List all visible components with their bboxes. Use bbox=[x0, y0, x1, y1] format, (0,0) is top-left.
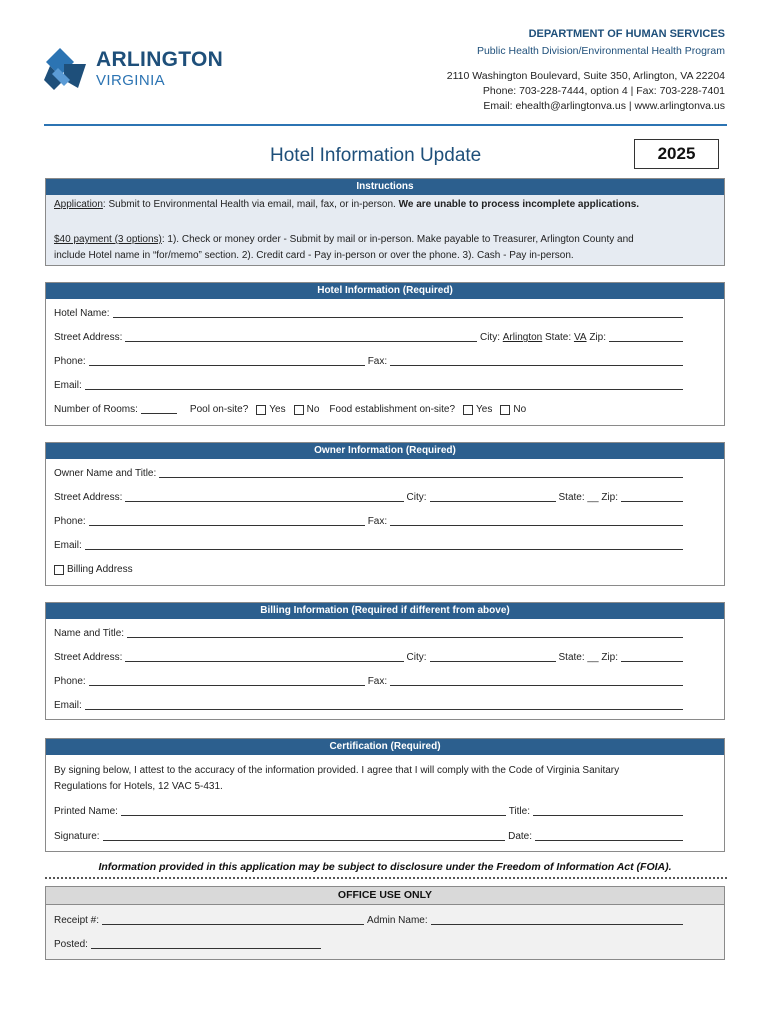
logo-text-arlington: ARLINGTON bbox=[96, 48, 224, 71]
instructions-section bbox=[45, 178, 725, 266]
billing-address-checkbox[interactable] bbox=[54, 565, 64, 575]
arlington-diamond-icon bbox=[44, 46, 94, 96]
billing-state-label: State: __ bbox=[558, 652, 599, 663]
billing-street-label: Street Address: bbox=[54, 652, 123, 663]
pool-yes-checkbox[interactable] bbox=[256, 405, 266, 415]
posted-label: Posted: bbox=[54, 939, 88, 950]
hotel-street-label: Street Address: bbox=[54, 332, 123, 343]
date-field[interactable] bbox=[535, 830, 683, 841]
posted-field[interactable] bbox=[91, 938, 321, 949]
owner-zip-field[interactable] bbox=[621, 491, 683, 502]
signature-label: Signature: bbox=[54, 831, 100, 842]
billing-fax-field[interactable] bbox=[390, 675, 683, 686]
hotel-phone-field[interactable] bbox=[89, 355, 365, 366]
rooms-label: Number of Rooms: bbox=[54, 404, 138, 415]
payment-text-2: include Hotel name in “for/memo” section. 2). Credit card - Pay in-person or over the phone. 3). Cash - Pay in-person. bbox=[54, 250, 574, 261]
hotel-phone-label: Phone: bbox=[54, 356, 86, 367]
billing-city-label: City: bbox=[406, 652, 427, 663]
pool-yes-label: Yes bbox=[269, 404, 286, 415]
billing-name-label: Name and Title: bbox=[54, 628, 125, 639]
office-address: 2110 Washington Boulevard, Suite 350, Arlington, VA 22204 bbox=[446, 70, 725, 82]
signature-field[interactable] bbox=[103, 830, 506, 841]
food-yes-checkbox[interactable] bbox=[463, 405, 473, 415]
owner-email-field[interactable] bbox=[85, 539, 683, 550]
receipt-field[interactable] bbox=[102, 914, 364, 925]
food-no-label: No bbox=[513, 404, 527, 415]
hotel-fax-label: Fax: bbox=[367, 356, 388, 367]
form-title: Hotel Information Update bbox=[270, 145, 482, 166]
billing-email-label: Email: bbox=[54, 700, 82, 711]
cert-title-label: Title: bbox=[508, 806, 530, 817]
certification-section bbox=[45, 738, 725, 852]
owner-city-field[interactable] bbox=[430, 491, 556, 502]
pool-no-label: No bbox=[306, 404, 320, 415]
payment-text-1: : 1). Check or money order - Submit by mail or in-person. Make payable to Treasurer, Arlington County and bbox=[161, 234, 634, 245]
date-label: Date: bbox=[508, 831, 532, 842]
hotel-name-field[interactable] bbox=[113, 307, 683, 318]
billing-fax-label: Fax: bbox=[367, 676, 388, 687]
billing-zip-field[interactable] bbox=[621, 651, 683, 662]
billing-phone-field[interactable] bbox=[89, 675, 365, 686]
food-label: Food establishment on-site? bbox=[329, 404, 456, 415]
certification-text-1: By signing below, I attest to the accuracy of the information provided. I agree that I will comply with the Code of Virginia Sanitary bbox=[54, 765, 620, 776]
printed-name-field[interactable] bbox=[121, 805, 506, 816]
owner-zip-label: Zip: bbox=[601, 492, 618, 503]
hotel-state-value: VA bbox=[573, 332, 587, 343]
owner-name-field[interactable] bbox=[159, 467, 683, 478]
form-year: 2025 bbox=[634, 139, 719, 169]
billing-phone-label: Phone: bbox=[54, 676, 86, 687]
hotel-zip-field[interactable] bbox=[609, 331, 683, 342]
owner-street-label: Street Address: bbox=[54, 492, 123, 503]
hotel-city-value: Arlington bbox=[502, 332, 543, 343]
billing-information-section bbox=[45, 602, 725, 720]
billing-information-heading: Billing Information (Required if different from above) bbox=[46, 603, 724, 619]
hotel-city-label: City: bbox=[479, 332, 500, 343]
dotted-separator bbox=[45, 877, 727, 879]
hotel-zip-label: Zip: bbox=[589, 332, 606, 343]
billing-address-label: Billing Address bbox=[67, 564, 133, 575]
foia-notice: Information provided in this application may be subject to disclosure under the Freedom of Information Act (FOIA). bbox=[98, 861, 672, 873]
owner-city-label: City: bbox=[406, 492, 427, 503]
admin-name-label: Admin Name: bbox=[367, 915, 428, 926]
office-phone: Phone: 703-228-7444, option 4 | Fax: 703-228-7401 bbox=[482, 85, 725, 97]
application-text: : Submit to Environmental Health via email, mail, fax, or in-person. bbox=[102, 199, 399, 210]
application-instructions bbox=[54, 197, 704, 213]
office-email: Email: ehealth@arlingtonva.us | www.arlingtonva.us bbox=[483, 100, 725, 112]
hotel-information-heading: Hotel Information (Required) bbox=[46, 283, 724, 299]
rooms-field[interactable] bbox=[141, 403, 177, 414]
cert-title-field[interactable] bbox=[533, 805, 683, 816]
hotel-fax-field[interactable] bbox=[390, 355, 683, 366]
department-name: DEPARTMENT OF HUMAN SERVICES bbox=[528, 28, 725, 40]
pool-no-checkbox[interactable] bbox=[294, 405, 304, 415]
hotel-information-section bbox=[45, 282, 725, 426]
hotel-email-label: Email: bbox=[54, 380, 82, 391]
application-label: Application bbox=[54, 199, 103, 210]
owner-state-label: State: __ bbox=[558, 492, 599, 503]
division-name: Public Health Division/Environmental Health Program bbox=[476, 45, 725, 57]
header-divider bbox=[44, 124, 727, 126]
certification-heading: Certification (Required) bbox=[46, 739, 724, 755]
billing-email-field[interactable] bbox=[85, 699, 683, 710]
food-yes-label: Yes bbox=[476, 404, 493, 415]
hotel-name-label: Hotel Name: bbox=[54, 308, 110, 319]
incomplete-warning: We are unable to process incomplete applications. bbox=[398, 199, 640, 210]
owner-phone-field[interactable] bbox=[89, 515, 365, 526]
logo-text-virginia: VIRGINIA bbox=[96, 72, 166, 89]
printed-name-label: Printed Name: bbox=[54, 806, 118, 817]
owner-information-heading: Owner Information (Required) bbox=[46, 443, 724, 459]
billing-name-field[interactable] bbox=[127, 627, 683, 638]
owner-email-label: Email: bbox=[54, 540, 82, 551]
office-use-heading: OFFICE USE ONLY bbox=[46, 887, 724, 905]
certification-statement bbox=[54, 763, 704, 795]
payment-label: $40 payment (3 options) bbox=[54, 234, 162, 245]
payment-instructions bbox=[54, 232, 704, 264]
instructions-heading: Instructions bbox=[46, 179, 724, 195]
billing-city-field[interactable] bbox=[430, 651, 556, 662]
food-no-checkbox[interactable] bbox=[500, 405, 510, 415]
hotel-street-field[interactable] bbox=[125, 331, 477, 342]
owner-name-label: Owner Name and Title: bbox=[54, 468, 157, 479]
receipt-label: Receipt #: bbox=[54, 915, 100, 926]
hotel-email-field[interactable] bbox=[85, 379, 683, 390]
owner-phone-label: Phone: bbox=[54, 516, 86, 527]
certification-text-2: Regulations for Hotels, 12 VAC 5-431. bbox=[54, 781, 223, 792]
owner-information-section bbox=[45, 442, 725, 586]
owner-fax-label: Fax: bbox=[367, 516, 388, 527]
office-use-section bbox=[45, 886, 725, 960]
billing-zip-label: Zip: bbox=[601, 652, 618, 663]
billing-street-field[interactable] bbox=[125, 651, 403, 662]
admin-name-field[interactable] bbox=[431, 914, 683, 925]
owner-fax-field[interactable] bbox=[390, 515, 683, 526]
pool-label: Pool on-site? bbox=[189, 404, 249, 415]
owner-street-field[interactable] bbox=[125, 491, 403, 502]
hotel-state-label: State: bbox=[545, 332, 572, 343]
